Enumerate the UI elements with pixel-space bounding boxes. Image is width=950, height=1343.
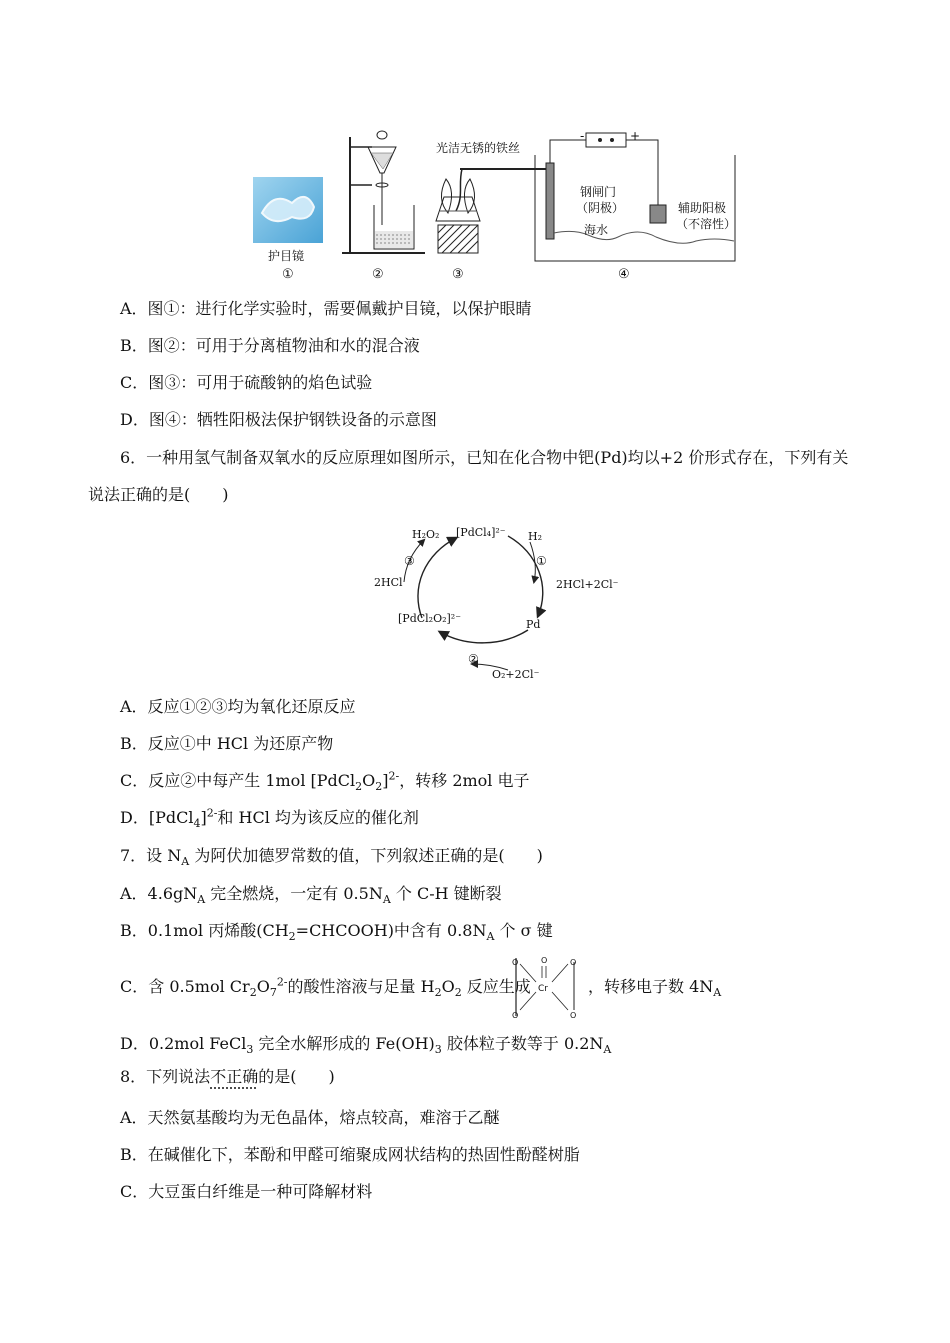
o-atom-right-top: O [570,958,577,967]
o-atom-top: O [541,956,548,965]
figure-number-4: ④ [618,267,630,282]
o-atom-right-bottom: O [570,1011,577,1020]
q8-stem: 8．下列说法不正确的是( ) [120,1067,335,1086]
hcl-out-label: 2HCl+2Cl⁻ [556,578,619,591]
apparatus-figure [250,125,740,285]
power-minus-label: - [580,129,585,143]
cathode-label: （阴极） [576,201,625,215]
q8-option-a: A．天然氨基酸均为无色晶体，熔点较高，难溶于乙醚 [120,1108,500,1127]
pdcl4-label: [PdCl₄]²⁻ [456,526,506,539]
iron-wire-label: 光洁无锈的铁丝 [436,141,521,155]
h2o2-label: H₂O₂ [412,528,440,541]
reaction-cycle-diagram [360,520,620,686]
q6-option-c: C．反应②中每产生 1mol $[PdCl_2O_2]^{2-}$，转移 2mol 电子 [120,769,530,794]
q7-option-a: A．$4.6gN_A$ 完全燃烧，一定有 $0.5N_A$ 个 C-H 键断裂 [120,884,502,907]
q8-option-b: B．在碱催化下，苯酚和甲醛可缩聚成网状结构的热固性酚醛树脂 [120,1145,580,1164]
q5-option-d: D．图④：牺牲阳极法保护钢铁设备的示意图 [120,410,437,429]
goggles-label: 护目镜 [268,249,305,263]
q7-option-b: B．0.1mol 丙烯酸$(CH_2=CHCOOH)$中含有 $0.8N_A$ 个 σ 键 [120,921,553,944]
seawater-label: 海水 [584,223,609,237]
q5-option-c: C．图③：可用于硫酸钠的焰色试验 [120,373,373,392]
power-plus-label: + [630,129,641,143]
step-3-label: ③ [404,554,415,568]
o2-label: O₂+2Cl⁻ [492,668,540,681]
q6-stem-line1: 6．一种用氢气制备双氧水的反应原理如图所示，已知在化合物中钯(Pd)均以+2 价形式存在，下列有关 [120,448,849,467]
cro5-structure [512,954,582,1020]
q7-option-c: C．含 0.5mol $Cr_2O_7^{2-}$的酸性溶液与足量 $H_2O_2$ 反应生成 [120,975,531,1000]
figure-number-1: ① [282,267,294,282]
q6-option-d: D．[PdCl$_4$]$^{2-}$和 HCl 均为该反应的催化剂 [120,806,419,831]
auxiliary-anode-label: 辅助阳极 [678,201,727,215]
cr-atom: Cr [538,984,548,994]
o-atom-left-bottom: O [512,1011,519,1020]
figure-number-2: ② [372,267,384,282]
q7-option-d: D．0.2mol FeCl$_3$ 完全水解形成的 $Fe(OH)_3$ 胶体粒子数等于 $0.2N_A$ [120,1034,612,1057]
figure-number-3: ③ [452,267,464,282]
step-1-label: ① [536,554,547,568]
q6-option-b: B．反应①中 HCl 为还原产物 [120,734,334,753]
q8-option-c: C．大豆蛋白纤维是一种可降解材料 [120,1182,373,1201]
pdcl2o2-label: [PdCl₂O₂]²⁻ [398,612,462,625]
o-atom-left-top: O [512,958,519,967]
emphasis-dots-text: 不正确 [210,1067,259,1086]
pd-label: Pd [526,618,541,631]
step-2-label: ② [468,652,479,666]
q7-option-c-tail: ，转移电子数 $4N_A$ [588,977,722,1000]
cycle-drawing [360,520,620,686]
q7-stem: 7．设 $N_A$ 为阿伏加德罗常数的值，下列叙述正确的是( ) [120,846,543,869]
h2-label: H₂ [528,530,543,543]
q5-option-b: B．图②：可用于分离植物油和水的混合液 [120,336,420,355]
q6-stem-line2: 说法正确的是( ) [88,485,229,504]
q5-option-a: A．图①：进行化学实验时，需要佩戴护目镜，以保护眼睛 [120,299,532,318]
hcl-in-label: 2HCl [374,576,403,589]
insoluble-label: （不溶性） [676,217,737,231]
steel-gate-label: 钢闸门 [580,185,617,199]
q6-option-a: A．反应①②③均为氧化还原反应 [120,697,356,716]
